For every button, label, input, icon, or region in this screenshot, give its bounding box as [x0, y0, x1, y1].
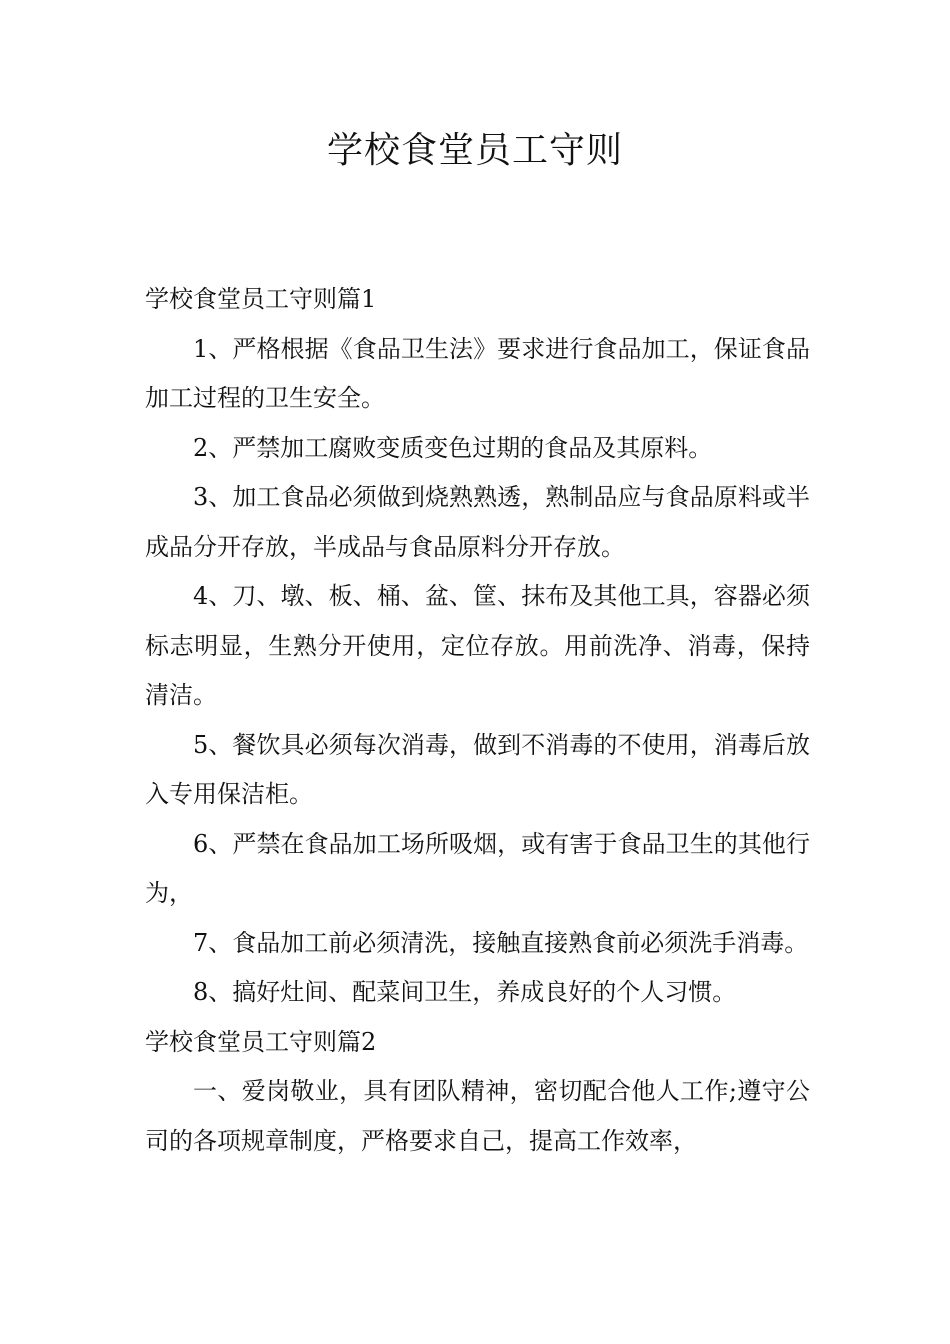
document-body: [145, 275, 810, 1166]
paragraph: 一、爱岗敬业，具有团队精神，密切配合他人工作;遵守公司的各项规章制度，严格要求自己，提高工作效率，: [145, 1077, 810, 1155]
paragraph: 7、食品加工前必须清洗，接触直接熟食前必须洗手消毒。: [193, 928, 809, 957]
paragraph: 4、刀、墩、板、桶、盆、筐、抹布及其他工具，容器必须标志明显，生熟分开使用，定位存放。用前洗净、消毒，保持清洁。: [145, 582, 810, 709]
document-title: 学校食堂员工守则: [326, 130, 623, 171]
paragraph: 5、餐饮具必须每次消毒，做到不消毒的不使用，消毒后放入专用保洁柜。: [145, 730, 810, 808]
section-heading-1: 学校食堂员工守则篇1: [145, 285, 377, 313]
paragraph: 8、搞好灶间、配菜间卫生，养成良好的个人习惯。: [193, 978, 737, 1006]
paragraph: 3、加工食品必须做到烧熟熟透，熟制品应与食品原料或半成品分开存放，半成品与食品原料分开存放。: [145, 483, 810, 561]
section-heading-2: 学校食堂员工守则篇2: [145, 1027, 377, 1056]
paragraph: 1、严格根据《食品卫生法》要求进行食品加工，保证食品加工过程的卫生安全。: [145, 334, 810, 412]
paragraph: 6、严禁在食品加工场所吸烟，或有害于食品卫生的其他行为，: [145, 829, 810, 907]
paragraph: 2、严禁加工腐败变质变色过期的食品及其原料。: [193, 433, 713, 462]
